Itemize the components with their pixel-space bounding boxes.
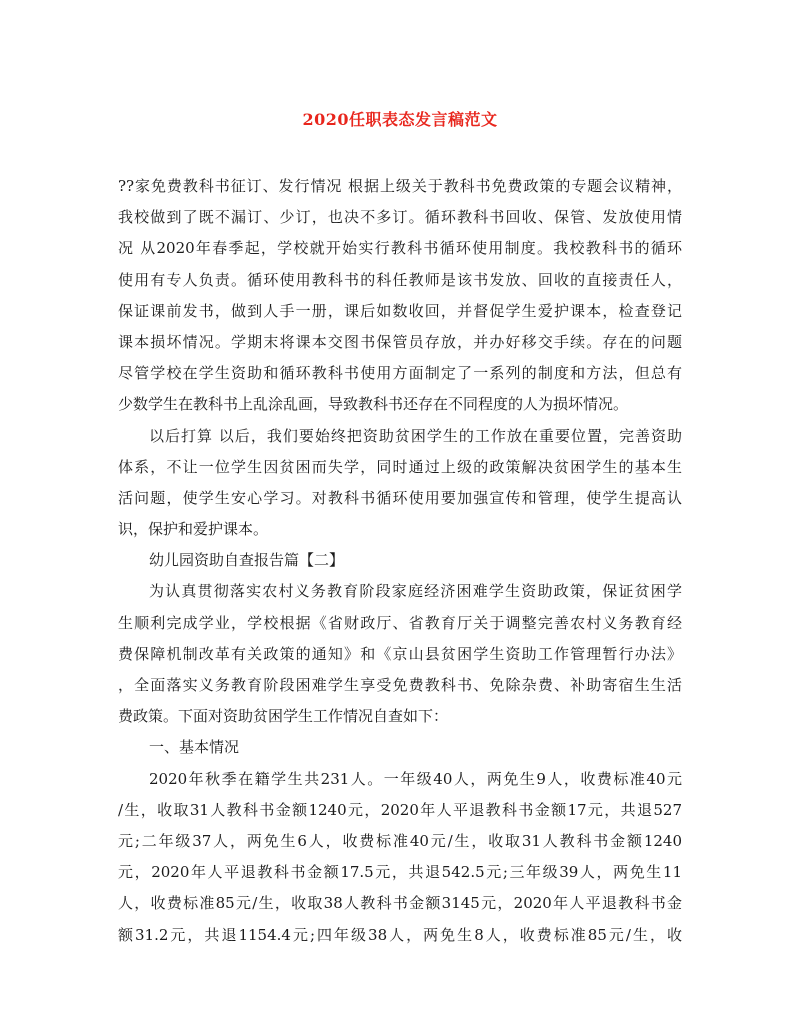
text-line: ??家免费教科书征订、发行情况 根据上级关于教科书免费政策的专题会议精神， xyxy=(118,177,682,195)
text-line: 一、基本情况 xyxy=(149,738,240,757)
text-line: 元，2020年人平退教科书金额17.5元，共退542.5元;三年级39人，两免生11 xyxy=(118,863,682,882)
text-line: 元;二年级37人，两免生6人，收费标准40元/生，收取31人教科书金额1240 xyxy=(118,831,682,850)
text-line: 以后打算 以后，我们要始终把资助贫困学生的工作放在重要位置，完善资助 xyxy=(149,426,682,445)
text-line: /生，收取31人教科书金额1240元，2020年人平退教科书金额17元，共退527 xyxy=(118,800,682,819)
text-line: 幼儿园资助自查报告篇【二】 xyxy=(149,551,345,570)
text-line: 生顺利完成学业，学校根据《省财政厅、省教育厅关于调整完善农村义务教育经 xyxy=(118,613,682,632)
text-line: 我校做到了既不漏订、少订，也决不多订。循环教科书回收、保管、发放使用情 xyxy=(118,208,682,227)
text-line: 费保障机制改革有关政策的通知》和《京山县贫困学生资助工作管理暂行办法》 xyxy=(118,644,682,663)
text-line: 况 从2020年春季起，学校就开始实行教科书循环使用制度。我校教科书的循环 xyxy=(118,239,682,258)
text-line: 保证课前发书，做到人手一册，课后如数收回，并督促学生爱护课本，检查登记 xyxy=(118,301,682,320)
text-line: 尽管学校在学生资助和循环教科书使用方面制定了一系列的制度和方法，但总有 xyxy=(118,364,682,383)
text-line: 人，收费标准85元/生，收取38人教科书金额3145元，2020年人平退教科书金 xyxy=(118,894,682,913)
text-line: ，全面落实义务教育阶段困难学生享受免费教科书、免除杂费、补助寄宿生生活 xyxy=(118,676,682,694)
text-line: 识，保护和爱护课本。 xyxy=(118,520,269,539)
text-line: 课本损坏情况。学期末将课本交图书保管员存放，并办好移交手续。存在的问题 xyxy=(118,332,682,351)
text-line: 使用有专人负责。循环使用教科书的科任教师是该书发放、回收的直接责任人， xyxy=(118,270,682,289)
text-line: 费政策。下面对资助贫困学生工作情况自查如下： xyxy=(118,707,449,726)
text-line: 2020年秋季在籍学生共231人。一年级40人，两免生9人，收费标准40元 xyxy=(149,769,682,788)
document-body xyxy=(118,171,682,951)
text-line: 活问题，使学生安心学习。对教科书循环使用要加强宣传和管理，使学生提高认 xyxy=(118,488,682,507)
text-line: 少数学生在教科书上乱涂乱画，导致教科书还存在不同程度的人为损坏情况。 xyxy=(118,395,629,414)
document-title: 2020任职表态发言稿范文 xyxy=(302,110,498,129)
text-line: 为认真贯彻落实农村义务教育阶段家庭经济困难学生资助政策，保证贫困学 xyxy=(149,582,682,601)
text-line: 体系，不让一位学生因贫困而失学，同时通过上级的政策解决贫困学生的基本生 xyxy=(118,457,682,476)
text-line: 额31.2元，共退1154.4元;四年级38人，两免生8人，收费标准85元/生，收 xyxy=(118,925,682,944)
